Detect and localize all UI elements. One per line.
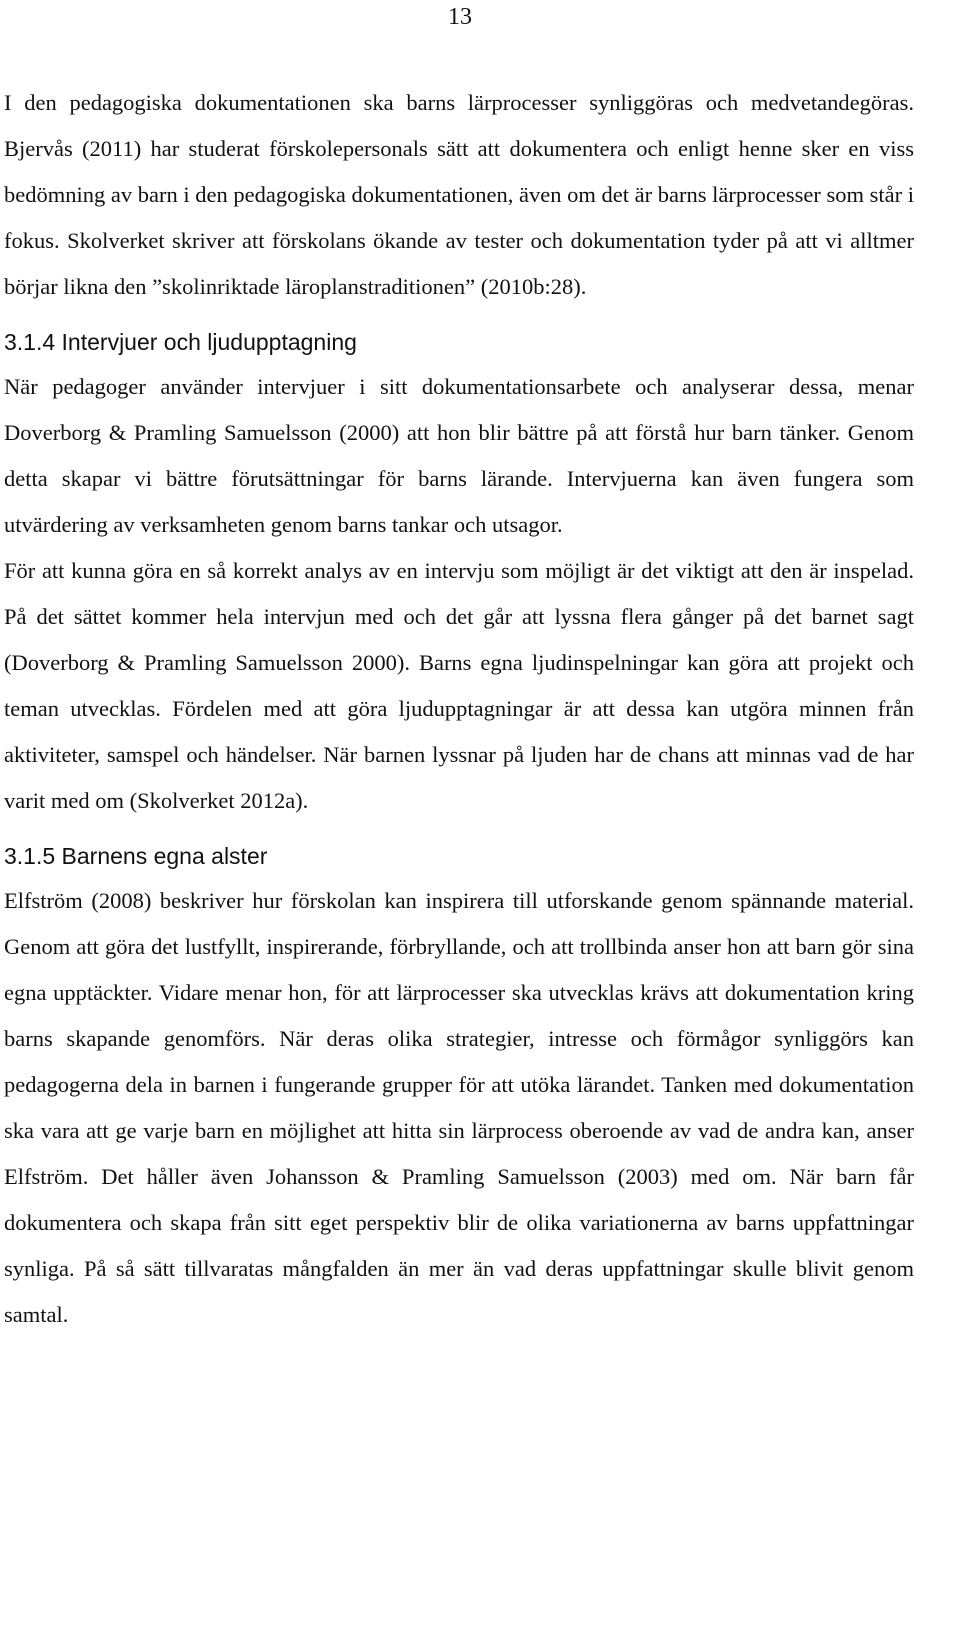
document-body bbox=[4, 80, 914, 1338]
section-3-1-5-paragraph-1: Elfström (2008) beskriver hur förskolan kan inspirera till utforskande genom spännande material. Genom att göra det lustfyllt, inspirerande, förbryllande, och att trollbinda anser hon att barn gör sina egna upptäckter. Vidare menar hon, för att lärprocesser ska utvecklas krävs att dokumentation kring barns skapande genomförs. När deras olika strategier, intresse och förmågor synliggörs kan pedagogerna dela in barnen i fungerande grupper för att utöka lärandet. Tanken med dokumentation ska vara att ge varje barn en möjlighet att hitta sin lärprocess oberoende av vad de andra kan, anser Elfström. Det håller även Johansson & Pramling Samuelsson (2003) med om. När barn får dokumentera och skapa från sitt eget perspektiv blir de olika variationerna av barns uppfattningar synliga. På så sätt tillvaratas mångfalden än mer än vad deras uppfattningar skulle blivit genom samtal. bbox=[4, 888, 914, 1327]
section-heading-3-1-4: 3.1.4 Intervjuer och ljudupptagning bbox=[4, 329, 357, 355]
section-3-1-4-paragraph-1: När pedagoger använder intervjuer i sitt dokumentationsarbete och analyserar dessa, menar Doverborg & Pramling Samuelsson (2000) att hon blir bättre på att förstå hur barn tänker. Genom detta skapar vi bättre förutsättningar för barns lärande. Intervjuerna kan även fungera som utvärdering av verksamheten genom barns tankar och utsagor. bbox=[4, 374, 914, 537]
intro-paragraph: I den pedagogiska dokumentationen ska barns lärprocesser synliggöras och medvetandegöras. Bjervås (2011) har studerat förskolepersonals sätt att dokumentera och enligt henne sker en viss bedömning av barn i den pedagogiska dokumentationen, även om det är barns lärprocesser som står i fokus. Skolverket skriver att förskolans ökande av tester och dokumentation tyder på att vi alltmer börjar likna den ”skolinriktade läroplanstraditionen” (2010b:28). bbox=[4, 90, 914, 299]
section-heading-3-1-5: 3.1.5 Barnens egna alster bbox=[4, 843, 268, 869]
page-number: 13 bbox=[448, 4, 472, 30]
section-3-1-4-paragraph-2: För att kunna göra en så korrekt analys av en intervju som möjligt är det viktigt att den är inspelad. På det sättet kommer hela intervjun med och det går att lyssna flera gånger på det barnet sagt (Doverborg & Pramling Samuelsson 2000). Barns egna ljudinspelningar kan göra att projekt och teman utvecklas. Fördelen med att göra ljudupptagningar är att dessa kan utgöra minnen från aktiviteter, samspel och händelser. När barnen lyssnar på ljuden har de chans att minnas vad de har varit med om (Skolverket 2012a). bbox=[4, 558, 914, 813]
